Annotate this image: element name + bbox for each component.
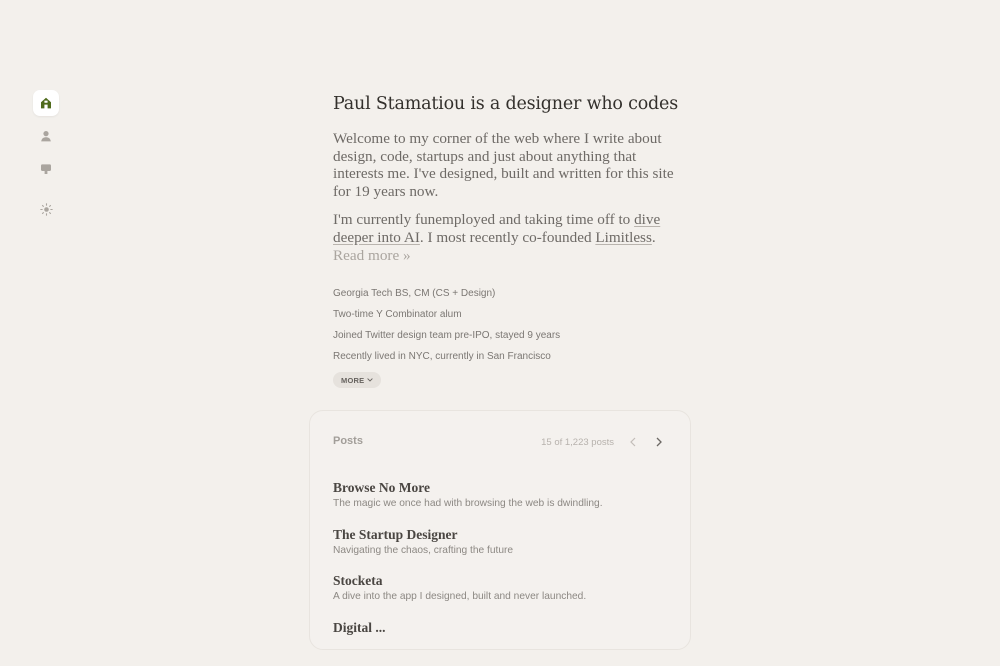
fact-item: Two-time Y Combinator alum [333,304,678,325]
post-list [333,480,673,666]
message-icon [40,163,52,175]
status-text-middle: . I most recently co-founded [420,229,595,246]
post-subtitle: A dive into the app I designed, built and never launched. [333,590,673,604]
sidebar-nav [33,90,59,229]
post-title: Digital ... [333,620,673,636]
posts-header [333,435,666,449]
sidebar-item-home[interactable] [33,90,59,116]
post-subtitle: The magic we once had with browsing the web is dwindling. [333,497,673,511]
sidebar-item-about[interactable] [33,123,59,149]
hero-section [333,92,678,388]
fact-item: Joined Twitter design team pre-IPO, stayed 9 years [333,325,678,346]
intro-paragraph: Welcome to my corner of the web where I write about design, code, startups and just about anything that interests me. I've designed, built and written for this site for 19 years now. [333,130,678,200]
post-title: Stocketa [333,573,673,589]
post-item[interactable] [333,527,673,574]
posts-title: Posts [333,435,363,447]
more-button-label: MORE [341,376,364,385]
post-item[interactable] [333,480,673,527]
post-title: The Startup Designer [333,527,673,543]
status-text-end: . [652,229,656,246]
chevron-down-icon [367,378,373,382]
sun-icon [40,203,53,216]
chevron-right-icon [656,437,662,447]
post-subtitle: Navigating the chaos, crafting the future [333,544,673,558]
status-text-start: I'm currently funemployed and taking time off to [333,211,634,228]
fact-item: Georgia Tech BS, CM (CS + Design) [333,283,678,304]
post-item[interactable] [333,573,673,620]
home-icon [39,96,53,110]
post-item[interactable] [333,620,673,666]
page-title: Paul Stamatiou is a designer who codes [333,92,678,116]
sidebar-item-posts[interactable] [33,156,59,182]
next-page-button[interactable] [652,435,666,449]
dive-deeper-ai-link[interactable]: dive deeper into AI [333,211,660,246]
status-paragraph [333,211,678,264]
more-button[interactable] [333,372,381,388]
theme-toggle[interactable] [33,196,59,222]
posts-card [309,410,691,650]
read-more-link[interactable]: Read more » [333,247,411,264]
prev-page-button[interactable] [626,435,640,449]
person-icon [40,130,52,142]
post-title: Browse No More [333,480,673,496]
facts-list [333,283,678,367]
posts-count: 15 of 1,223 posts [541,437,614,448]
fact-item: Recently lived in NYC, currently in San Francisco [333,346,678,367]
chevron-left-icon [630,437,636,447]
limitless-link[interactable]: Limitless [595,229,652,246]
